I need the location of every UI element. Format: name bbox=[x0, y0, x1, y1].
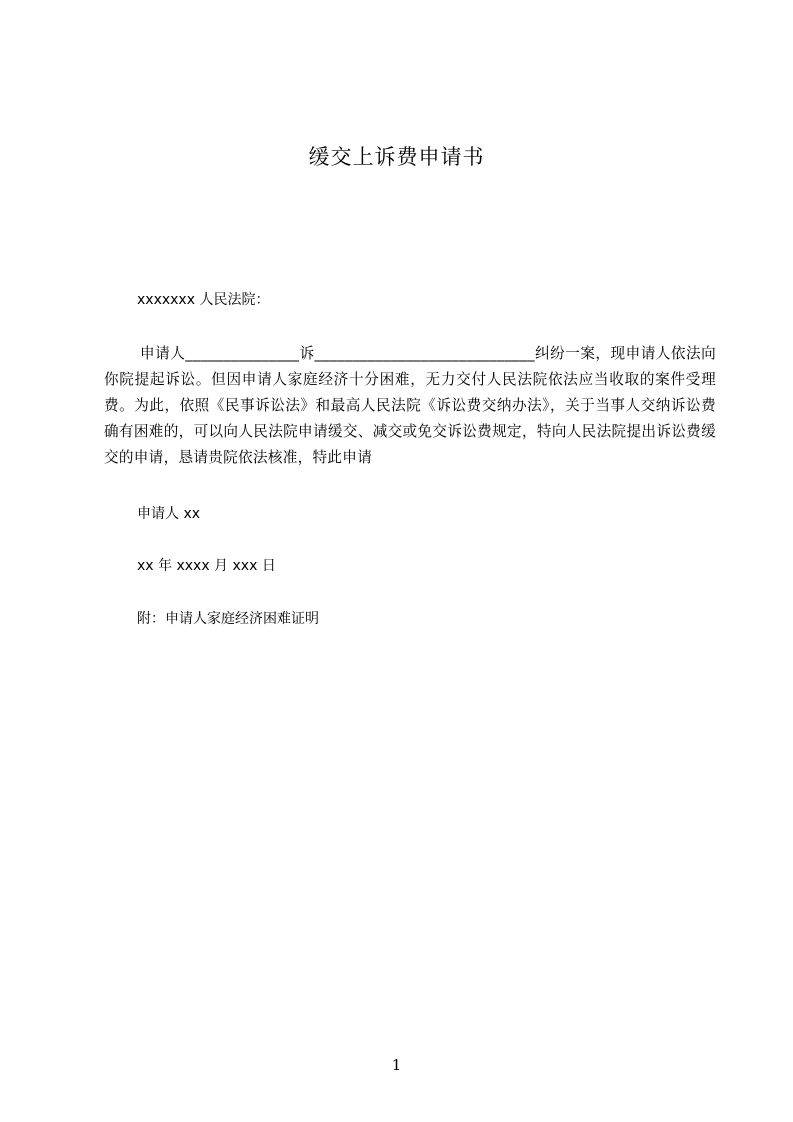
document-title: 缓交上诉费申请书 bbox=[308, 145, 485, 169]
body-paragraph: 申请人_______________诉_____________________________纠纷一案，现申请人依法向你院提起诉讼。但因申请人家庭经济十分困难，无力交付人民法院依法应当收取的案件受理费。为此，依照《民事诉讼法》和最高人民法院《诉讼费交纳办法》，关于当事人交纳诉讼费确有困难的，可以向人民法院申请缓交、减交或免交诉讼费规定，特向人民法院提出诉讼费缓交的申请，恳请贵院依法核准，特此申请 bbox=[104, 345, 716, 466]
attachment-note: 附：申请人家庭经济困难证明 bbox=[137, 611, 319, 627]
date-line: xx 年 xxxx 月 xxx 日 bbox=[137, 558, 276, 574]
applicant-signature: 申请人 xx bbox=[137, 506, 201, 522]
page-number: 1 bbox=[391, 1056, 402, 1074]
salutation: xxxxxxx 人民法院： bbox=[137, 292, 270, 308]
